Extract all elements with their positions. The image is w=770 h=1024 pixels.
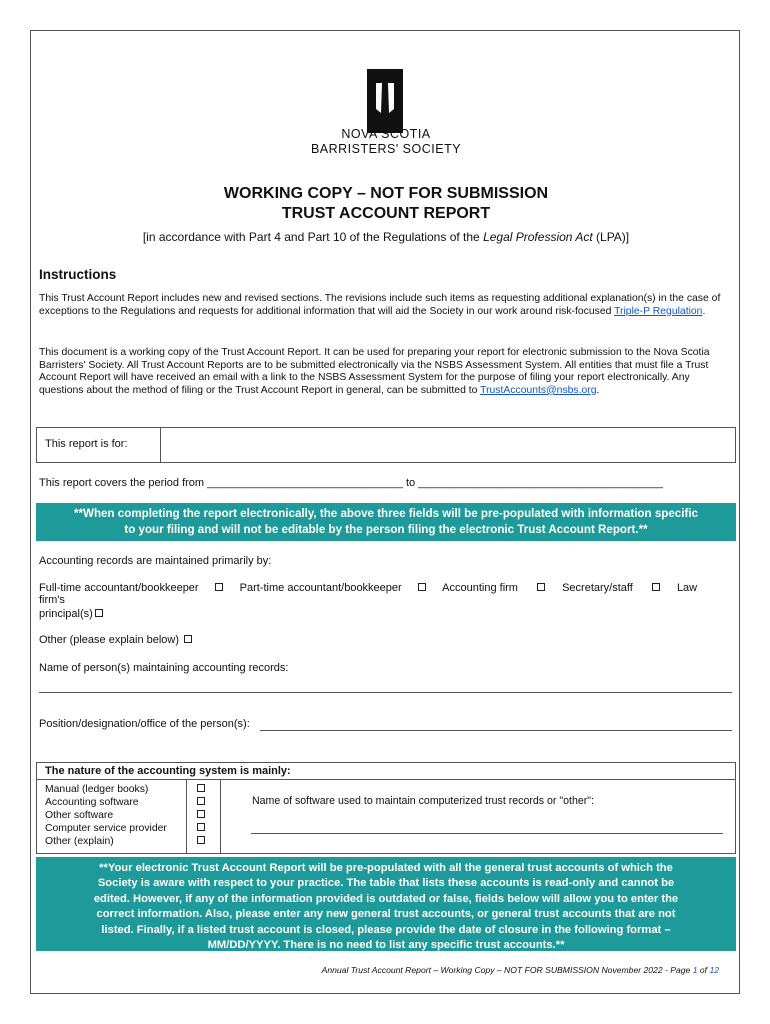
footer-of: of (697, 965, 710, 975)
p1-text: This Trust Account Report includes new and revised sections. The revisions include such items as requesting additional explanation(s) in the case of exceptions to the Regulations and requests for additional information that will aid the Society in our work around risk-focused (39, 293, 721, 317)
org-name (31, 127, 741, 157)
checkbox-other[interactable] (184, 635, 192, 643)
banner2-line6: MM/DD/YYYY. There is no need to list any specific trust accounts.** (207, 939, 565, 952)
checkbox-accounting-software[interactable] (197, 797, 205, 805)
trust-accounts-email-link[interactable]: TrustAccounts@nsbs.org (480, 384, 597, 396)
society-logo (367, 69, 403, 133)
title-line1: WORKING COPY – NOT FOR SUBMISSION (223, 185, 549, 202)
instructions-heading: Instructions (39, 267, 117, 282)
org-name-line1: NOVA SCOTIA (341, 127, 431, 141)
name-label: Name of person(s) maintaining accounting records: (39, 662, 289, 674)
option-fulltime (39, 582, 223, 594)
subtitle-act: Legal Profession Act (483, 230, 593, 244)
option-firm (442, 582, 545, 594)
document-page (30, 30, 740, 994)
system-option-manual: Manual (ledger books) (45, 784, 149, 795)
report-for-label: This report is for: (37, 428, 161, 462)
title-line2: TRUST ACCOUNT REPORT (281, 205, 491, 222)
system-option-other-software: Other software (45, 810, 114, 821)
option-other-label: Other (please explain below) (39, 634, 180, 646)
checkbox-fulltime[interactable] (215, 583, 223, 591)
option-staff (562, 582, 660, 594)
option-other (39, 634, 192, 646)
p1-end: . (702, 305, 706, 317)
prepopulated-notice-banner (36, 503, 736, 541)
p2-text: This document is a working copy of the Trust Account Report. It can be used for preparing your report for electronic submission to the Nova Scotia Barristers' Society. All Trust Account Reports are to be submitted electronically via the NSBS Assessment System. All entities that must file a Trust Account Report will have received an email with a link to the NSBS Assessment System for the purpose of filing your report electronically. Any questions about the method of filing or the Trust Account Report in general, can be submitted to (39, 347, 710, 396)
document-subtitle (31, 230, 741, 244)
system-options-list (37, 780, 187, 853)
system-option-other: Other (explain) (45, 836, 114, 847)
name-field-line[interactable] (39, 692, 732, 693)
checkbox-system-other[interactable] (197, 836, 205, 844)
accounting-system-table (36, 762, 736, 854)
checkbox-firm[interactable] (537, 583, 545, 591)
software-name-label: Name of software used to maintain computerized trust records or "other": (252, 795, 594, 807)
option-parttime-label: Part-time accountant/bookkeeper (239, 582, 402, 594)
banner2-line2: Society is aware with respect to your practice. The table that lists these accounts is read-only and cannot be (97, 877, 675, 890)
system-heading: The nature of the accounting system is mainly: (37, 763, 735, 780)
option-principal-label: principal(s) (39, 608, 93, 620)
position-label: Position/designation/office of the person(s): (39, 718, 250, 730)
banner2-line3: edited. However, if any of the information provided is outdated or false, fields below will allow you to enter the (93, 892, 679, 905)
trust-accounts-notice-banner (36, 857, 736, 951)
option-staff-label: Secretary/staff (562, 582, 633, 594)
option-principal (39, 608, 103, 620)
option-parttime (240, 582, 426, 594)
subtitle-prefix: [in accordance with Part 4 and Part 10 of the Regulations of the (142, 230, 484, 244)
checkbox-other-software[interactable] (197, 810, 205, 818)
banner2-line4: correct information. Also, please enter any new general trust accounts, or general trust accounts that are not (96, 908, 676, 921)
document-title (31, 184, 741, 224)
accounting-options (39, 582, 739, 606)
report-for-field[interactable] (161, 428, 735, 462)
position-field-line[interactable] (260, 730, 732, 731)
org-name-line2: BARRISTERS' SOCIETY (310, 142, 462, 156)
footer-page-number: 1 (692, 965, 698, 975)
accounting-question: Accounting records are maintained primarily by: (39, 555, 272, 567)
instructions-paragraph-1 (39, 293, 729, 318)
banner2-line1: **Your electronic Trust Account Report will be pre-populated with all the general trust accounts of which the (99, 862, 673, 874)
instructions-paragraph-2 (39, 347, 729, 397)
subtitle-suffix: (LPA)] (592, 230, 630, 244)
system-checkboxes (187, 780, 221, 853)
p2-end: . (596, 384, 600, 396)
triple-p-link[interactable]: Triple-P Regulation (614, 305, 703, 317)
checkbox-service-provider[interactable] (197, 823, 205, 831)
banner1-line1: **When completing the report electronically, the above three fields will be pre-populated with information specific (73, 507, 698, 520)
checkbox-principal[interactable] (95, 609, 103, 617)
option-firm-label: Accounting firm (442, 582, 518, 594)
checkbox-parttime[interactable] (418, 583, 426, 591)
footer-text: Annual Trust Account Report – Working Copy – NOT FOR SUBMISSION November 2022 - Page (321, 965, 693, 975)
report-for-box (36, 427, 736, 463)
banner2-line5: listed. Finally, if a listed trust account is closed, please provide the date of closure in the following format – (101, 923, 671, 936)
page-footer (322, 965, 719, 975)
system-option-accounting-software: Accounting software (45, 797, 139, 808)
option-fulltime-label: Full-time accountant/bookkeeper (39, 582, 199, 594)
software-name-field-line[interactable] (251, 833, 723, 834)
report-period: This report covers the period from ________________________________ to ________________________________________ (39, 477, 663, 489)
banner1-line2: to your filing and will not be editable by the person filing the electronic Trust Account Report.** (124, 523, 648, 536)
footer-page-total: 12 (709, 965, 719, 975)
option-lawfirm: Law firm's (39, 582, 698, 606)
checkbox-staff[interactable] (652, 583, 660, 591)
system-option-service-provider: Computer service provider (45, 823, 167, 834)
checkbox-manual[interactable] (197, 784, 205, 792)
